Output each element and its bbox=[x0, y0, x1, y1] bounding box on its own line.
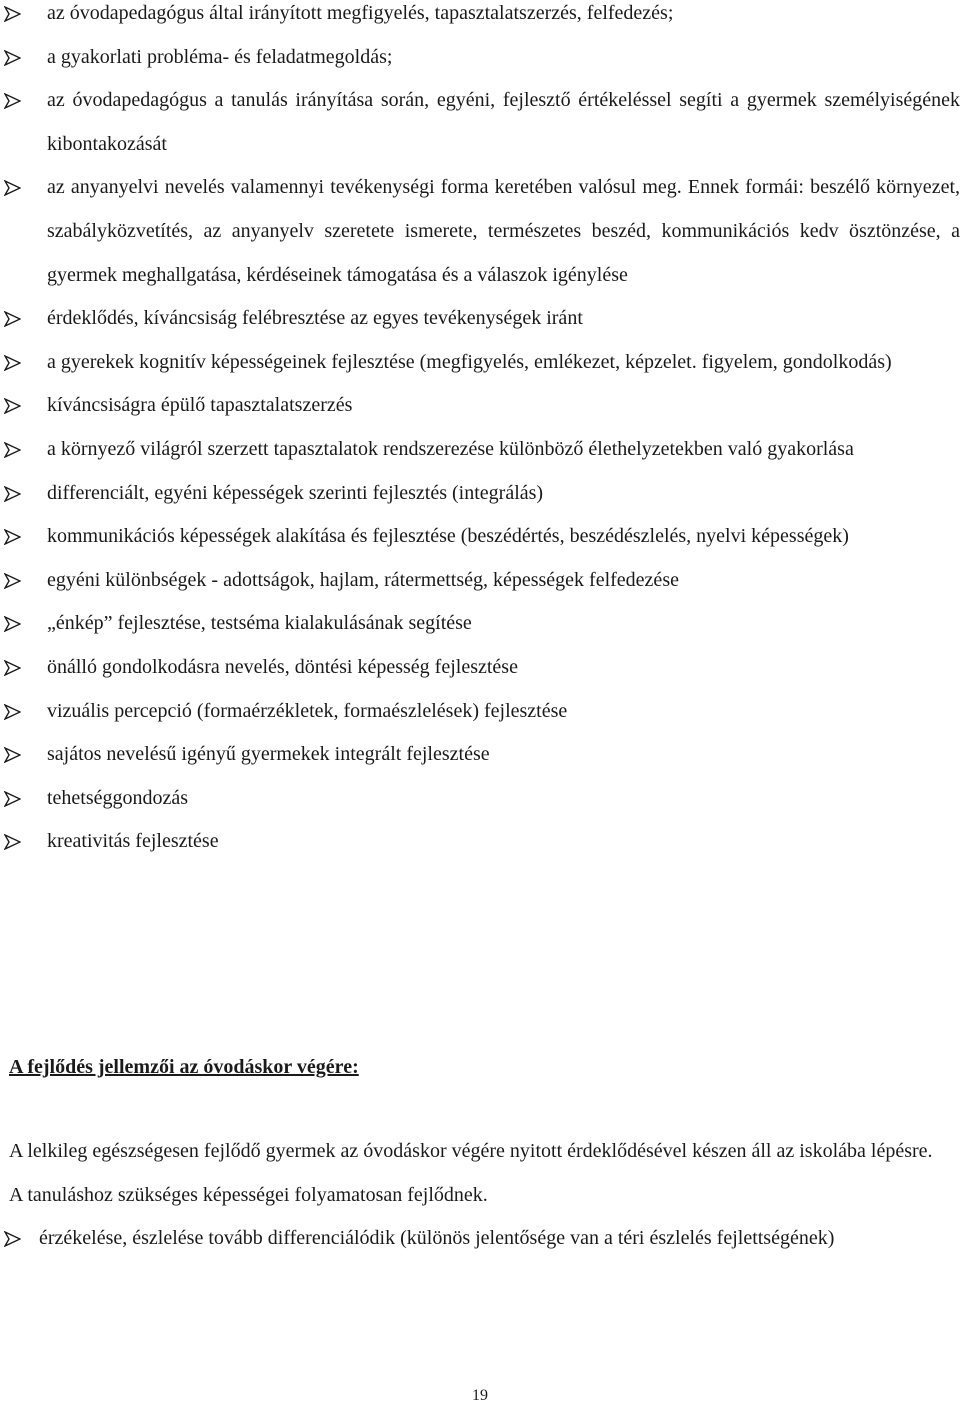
list-item-text: kommunikációs képességek alakítása és fejlesztése (beszédértés, beszédészlelés, nyelvi képességek) bbox=[47, 525, 849, 548]
arrowhead-bullet-icon bbox=[4, 573, 21, 589]
list-item bbox=[0, 602, 960, 646]
list-item bbox=[0, 1217, 919, 1261]
list-item-text: az anyanyelvi nevelés valamennyi tevékenységi forma keretében valósul meg. Ennek formái: beszélő környezet, szabályközvetítés, az anyanyelv szeretete ismerete, természetes beszéd, kommunikációs kedv ösztönzése, a gyermek meghallgatása, kérdéseinek támogatása és a válaszok igénylése bbox=[47, 176, 960, 286]
list-item-text: differenciált, egyéni képességek szerinti fejlesztés (integrálás) bbox=[47, 481, 544, 504]
arrowhead-bullet-icon bbox=[4, 6, 21, 22]
arrowhead-bullet-icon bbox=[4, 355, 21, 371]
list-item-text: a gyerekek kognitív képességeinek fejlesztése (megfigyelés, emlékezet, képzelet. figyelem, gondolkodás) bbox=[47, 350, 892, 373]
list-item-text: a gyakorlati probléma- és feladatmegoldás; bbox=[47, 45, 393, 68]
list-item-text: az óvodapedagógus által irányított megfigyelés, tapasztalatszerzés, felfedezés; bbox=[47, 2, 674, 24]
list-item-text: sajátos nevelésű igényű gyermekek integrált fejlesztése bbox=[47, 743, 490, 766]
list-item bbox=[0, 690, 960, 734]
arrowhead-bullet-icon bbox=[4, 660, 21, 676]
list-item bbox=[0, 79, 960, 166]
list-item-text: érzékelése, észlelése tovább differenciálódik (különös jelentősége van a téri észlelés fejlettségének) bbox=[39, 1227, 835, 1249]
list-item-text: kreativitás fejlesztése bbox=[47, 830, 219, 853]
arrowhead-bullet-icon bbox=[4, 442, 21, 458]
list-item-text: kíváncsiságra épülő tapasztalatszerzés bbox=[47, 394, 353, 417]
bullet-list-bottom bbox=[0, 1217, 960, 1261]
list-item bbox=[0, 820, 960, 864]
list-item bbox=[0, 341, 960, 385]
arrowhead-bullet-icon bbox=[4, 704, 21, 720]
list-item-text: tehetséggondozás bbox=[47, 786, 189, 809]
list-item-text: „énkép” fejlesztése, testséma kialakulásának segítése bbox=[47, 612, 472, 635]
list-item bbox=[0, 515, 960, 559]
body-paragraph: A lelkileg egészségesen fejlődő gyermek az óvodáskor végére nyitott érdeklődésével készen áll az iskolába lépésre. A tanuláshoz szükséges képességei folyamatosan fejlődnek. bbox=[9, 1140, 933, 1206]
arrowhead-bullet-icon bbox=[4, 180, 21, 196]
arrowhead-bullet-icon bbox=[4, 791, 21, 807]
list-item bbox=[0, 0, 960, 36]
arrowhead-bullet-icon bbox=[4, 50, 21, 66]
list-item bbox=[0, 472, 960, 516]
arrowhead-bullet-icon bbox=[4, 93, 21, 109]
arrowhead-bullet-icon bbox=[4, 398, 21, 414]
arrowhead-bullet-icon bbox=[4, 616, 21, 632]
list-item bbox=[0, 733, 960, 777]
list-item-text: a környező világról szerzett tapasztalatok rendszerezése különböző élethelyzetekben való gyakorlása bbox=[47, 437, 854, 460]
arrowhead-bullet-icon bbox=[4, 486, 21, 502]
section-heading: A fejlődés jellemzői az óvodáskor végére: bbox=[9, 1056, 359, 1078]
arrowhead-bullet-icon bbox=[4, 747, 21, 763]
list-item-text: vizuális percepció (formaérzékletek, formaészlelések) fejlesztése bbox=[47, 699, 568, 722]
list-item-text: az óvodapedagógus a tanulás irányítása során, egyéni, fejlesztő értékeléssel segíti a gyermek személyiségének kibontakozását bbox=[47, 89, 960, 155]
list-item-text: érdeklődés, kíváncsiság felébresztése az egyes tevékenységek iránt bbox=[47, 307, 583, 330]
list-item bbox=[0, 384, 960, 428]
list-item bbox=[0, 559, 960, 603]
list-item-text: egyéni különbségek - adottságok, hajlam, rátermettség, képességek felfedezése bbox=[47, 568, 679, 591]
list-item bbox=[0, 646, 960, 690]
list-item bbox=[0, 36, 960, 80]
arrowhead-bullet-icon bbox=[4, 311, 21, 327]
arrowhead-bullet-icon bbox=[4, 1231, 21, 1247]
list-item bbox=[0, 428, 960, 472]
list-item bbox=[0, 166, 960, 297]
arrowhead-bullet-icon bbox=[4, 529, 21, 545]
list-item bbox=[0, 777, 960, 821]
arrowhead-bullet-icon bbox=[4, 834, 21, 850]
list-item-text: önálló gondolkodásra nevelés, döntési képesség fejlesztése bbox=[47, 655, 518, 678]
list-item bbox=[0, 297, 960, 341]
page-number: 19 bbox=[472, 1387, 488, 1404]
